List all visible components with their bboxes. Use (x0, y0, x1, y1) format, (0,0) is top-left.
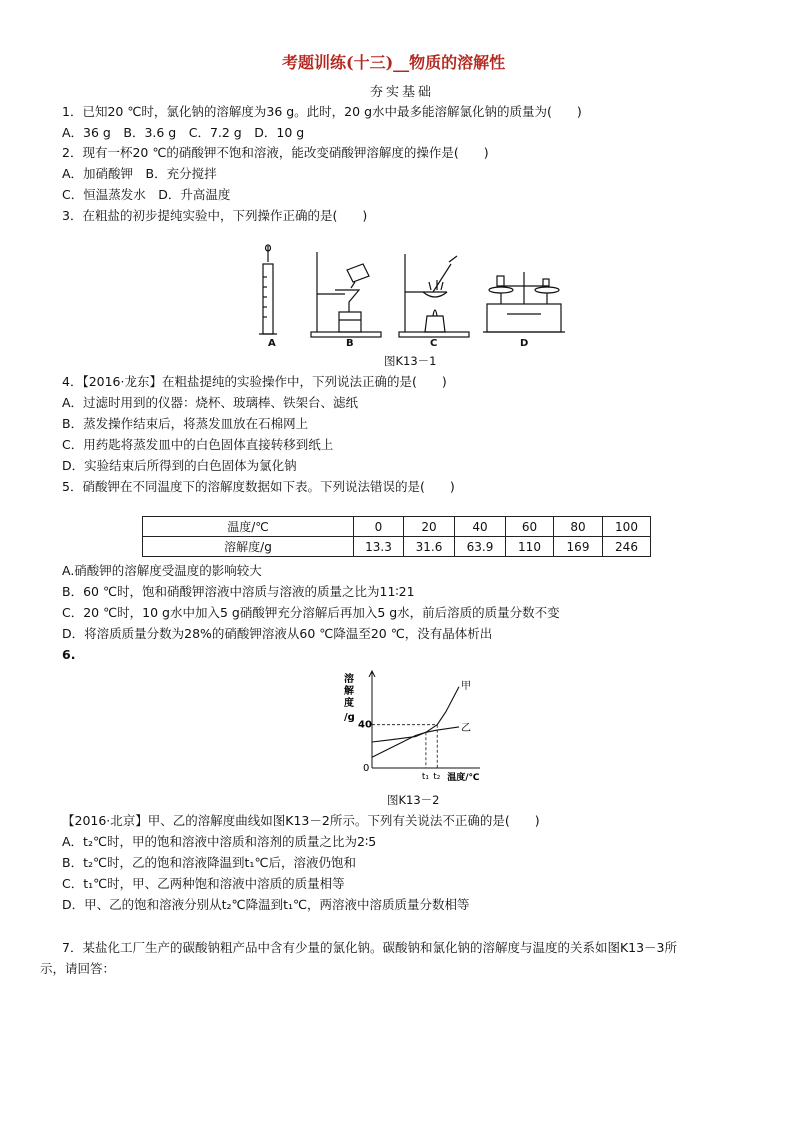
temp-cell: 80 (554, 517, 603, 537)
temp-header: 温度/℃ (143, 517, 354, 537)
q2-options-ab: A．加硝酸钾 B．充分搅拌 (62, 166, 217, 181)
solubility-cell: 246 (603, 537, 651, 557)
solubility-cell: 31.6 (404, 537, 455, 557)
solubility-curve-chart (338, 666, 484, 786)
q6-option-b: B．t₂℃时，乙的饱和溶液降温到t₁℃后，溶液仍饱和 (62, 855, 356, 870)
q5-option-b: B．60 ℃时，饱和硝酸钾溶液中溶质与溶液的质量之比为11∶21 (62, 584, 415, 599)
q6-stem: 【2016·北京】甲、乙的溶解度曲线如图K13－2所示。下列有关说法不正确的是( ) (62, 813, 540, 828)
section-heading: 夯实基础 (370, 85, 435, 100)
fig1-label-d: D (520, 338, 529, 349)
table-row (143, 517, 651, 537)
fig1-label-a: A (268, 338, 276, 349)
graduated-cylinder-icon (259, 245, 277, 334)
chart-ylabel-3: 度 (344, 698, 354, 709)
solubility-cell: 13.3 (354, 537, 404, 557)
solubility-header: 溶解度/g (143, 537, 354, 557)
q2-options-cd: C．恒温蒸发水 D．升高温度 (62, 187, 231, 202)
series-line-jia (372, 687, 459, 757)
q4-option-c: C．用药匙将蒸发皿中的白色固体直接转移到纸上 (62, 437, 334, 452)
fig1-label-c: C (430, 338, 438, 349)
q7-line2: 示，请回答： (40, 961, 116, 976)
legend-label-jia: 甲 (460, 680, 471, 692)
legend-label-yi: 乙 (460, 722, 471, 734)
chart-ylabel-4: /g (344, 712, 355, 723)
q1-stem: 1．已知20 ℃时，氯化钠的溶解度为36 g。此时，20 g水中最多能溶解氯化钠的质量为( ) (62, 104, 582, 119)
q4-stem: 4．【2016·龙东】在粗盐提纯的实验操作中，下列说法正确的是( ) (62, 374, 447, 389)
fig1-caption: 图K13－1 (384, 354, 437, 368)
fig2-caption: 图K13－2 (387, 793, 440, 807)
q4-option-d: D．实验结束后所得到的白色固体为氯化钠 (62, 458, 297, 473)
xtick-label-t2: t₂ (433, 772, 441, 782)
x-axis-label: 温度/℃ (447, 773, 480, 783)
series-line-yi (372, 727, 459, 742)
chart-ylabel-1: 溶 (344, 674, 354, 685)
page-title: 考题训练(十三)__物质的溶解性 (282, 53, 506, 72)
q6-option-a: A．t₂℃时，甲的饱和溶液中溶质和溶剂的质量之比为2∶5 (62, 834, 377, 849)
origin-label: 0 (363, 763, 370, 774)
temp-cell: 20 (404, 517, 455, 537)
q5-option-d: D．将溶质质量分数为28%的硝酸钾溶液从60 ℃降温至20 ℃，没有晶体析出 (62, 626, 493, 641)
q1-options: A．36 g B．3.6 g C．7.2 g D．10 g (62, 125, 305, 140)
balance-scale-icon (483, 272, 565, 332)
q2-stem: 2．现有一杯20 ℃的硝酸钾不饱和溶液，能改变硝酸钾溶解度的操作是( ) (62, 145, 489, 160)
temp-cell: 60 (506, 517, 554, 537)
lab-apparatus-figure (255, 242, 565, 354)
filtration-stand-icon (311, 252, 381, 337)
q6-option-c: C．t₁℃时，甲、乙两种饱和溶液中溶质的质量相等 (62, 876, 345, 891)
temp-cell: 0 (354, 517, 404, 537)
ytick-label-40: 40 (358, 719, 372, 731)
fig1-label-b: B (346, 338, 354, 349)
evaporation-stand-icon (399, 254, 469, 337)
q4-option-b: B．蒸发操作结束后，将蒸发皿放在石棉网上 (62, 416, 309, 431)
solubility-cell: 63.9 (455, 537, 506, 557)
q4-option-a: A．过滤时用到的仪器：烧杯、玻璃棒、铁架台、滤纸 (62, 395, 359, 410)
solubility-cell: 110 (506, 537, 554, 557)
solubility-cell: 169 (554, 537, 603, 557)
temp-cell: 40 (455, 517, 506, 537)
chart-ylabel-2: 解 (344, 686, 354, 697)
temp-cell: 100 (603, 517, 651, 537)
solubility-table (142, 516, 651, 557)
q5-option-c: C．20 ℃时，10 g水中加入5 g硝酸钾充分溶解后再加入5 g水，前后溶质的质量分数不变 (62, 605, 560, 620)
q6-number: 6. (62, 647, 76, 662)
table-row (143, 537, 651, 557)
xtick-label-t1: t₁ (421, 772, 430, 782)
q5-option-a: A.硝酸钾的溶解度受温度的影响较大 (62, 563, 262, 578)
q7-line1: 7．某盐化工厂生产的碳酸钠粗产品中含有少量的氯化钠。碳酸钠和氯化钠的溶解度与温度的关系如图K13－3所 (62, 940, 678, 955)
q3-stem: 3．在粗盐的初步提纯实验中，下列操作正确的是( ) (62, 208, 368, 223)
q5-stem: 5．硝酸钾在不同温度下的溶解度数据如下表。下列说法错误的是( ) (62, 479, 455, 494)
q6-option-d: D．甲、乙的饱和溶液分别从t₂℃降温到t₁℃，两溶液中溶质质量分数相等 (62, 897, 470, 912)
